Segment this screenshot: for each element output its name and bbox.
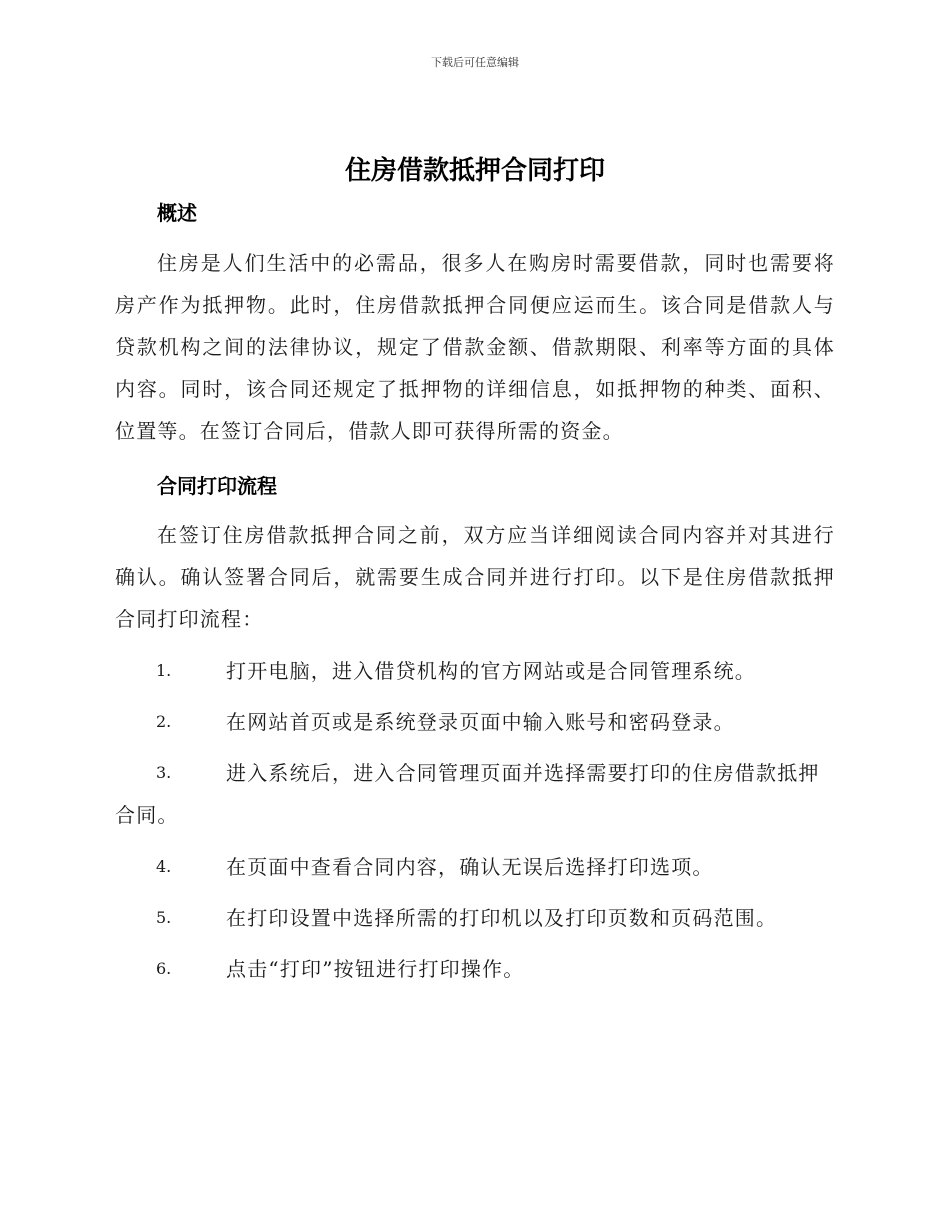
list-item-text: 打开电脑，进入借贷机构的官方网站或是合同管理系统。 [226,659,756,683]
print-process-paragraph: 在签订住房借款抵押合同之前，双方应当详细阅读合同内容并对其进行确认。确认签署合同后，就需要生成合同并进行打印。以下是住房借款抵押合同打印流程： [115,523,835,631]
list-item-number: 5. [156,908,172,927]
list-item-number: 3. [156,763,172,782]
list-item-text: 进入系统后，进入合同管理页面并选择需要打印的住房借款抵押合同。 [115,761,820,827]
document-title: 住房借款抵押合同打印 [344,156,605,186]
section-heading-print-process: 合同打印流程 [157,474,277,498]
list-item-number: 4. [156,857,172,876]
list-item-number: 1. [156,661,172,680]
list-item [115,846,835,888]
list-item-text: 在页面中查看合同内容，确认无误后选择打印选项。 [226,855,714,879]
section-heading-overview: 概述 [157,201,197,225]
list-item-number: 6. [156,959,172,978]
list-item-text: 在网站首页或是系统登录页面中输入账号和密码登录。 [226,710,735,734]
header-note: 下载后可任意编辑 [431,56,519,69]
list-item [115,701,835,743]
list-item [115,897,835,939]
list-item-text: 在打印设置中选择所需的打印机以及打印页数和页码范围。 [226,906,778,930]
list-item [115,948,835,990]
list-item-number: 2. [156,712,172,731]
list-item [115,650,835,692]
list-item [115,752,835,836]
overview-paragraph: 住房是人们生活中的必需品，很多人在购房时需要借款，同时也需要将房产作为抵押物。此时，住房借款抵押合同便应运而生。该合同是借款人与贷款机构之间的法律协议，规定了借款金额、借款期限、利率等方面的具体内容。同时，该合同还规定了抵押物的详细信息，如抵押物的种类、面积、位置等。在签订合同后，借款人即可获得所需的资金。 [115,251,835,443]
list-item-text: 点击“打印”按钮进行打印操作。 [226,957,525,981]
